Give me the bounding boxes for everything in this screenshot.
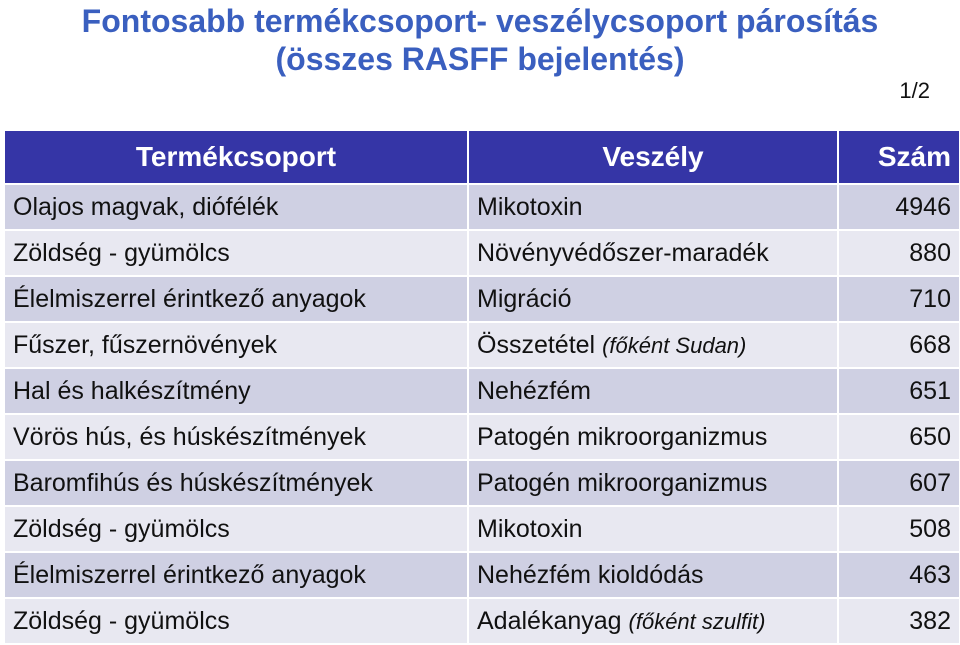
cell-product: Zöldség - gyümölcs — [4, 598, 468, 644]
header-count: Szám — [838, 130, 960, 184]
table-row — [4, 230, 960, 276]
hazard-table — [3, 129, 960, 645]
cell-count: 463 — [838, 552, 960, 598]
cell-count: 382 — [838, 598, 960, 644]
cell-count: 508 — [838, 506, 960, 552]
page-title — [0, 2, 960, 78]
header-product-group: Termékcsoport — [4, 130, 468, 184]
hazard-text: Patogén mikroorganizmus — [477, 468, 768, 497]
cell-product: Élelmiszerrel érintkező anyagok — [4, 276, 468, 322]
hazard-text: Mikotoxin — [477, 192, 583, 221]
hazard-text: Nehézfém kioldódás — [477, 560, 704, 589]
page-indicator: 1/2 — [899, 78, 930, 103]
cell-hazard — [468, 184, 838, 230]
cell-count: 4946 — [838, 184, 960, 230]
cell-product: Fűszer, fűszernövények — [4, 322, 468, 368]
table-row — [4, 460, 960, 506]
cell-count: 710 — [838, 276, 960, 322]
cell-hazard — [468, 460, 838, 506]
header-hazard: Veszély — [468, 130, 838, 184]
table-header-row — [4, 130, 960, 184]
cell-count: 880 — [838, 230, 960, 276]
hazard-note: (főként szulfit) — [628, 608, 766, 634]
hazard-text: Nehézfém — [477, 376, 591, 405]
cell-count: 607 — [838, 460, 960, 506]
hazard-text: Összetétel — [477, 330, 596, 359]
cell-count: 651 — [838, 368, 960, 414]
hazard-text: Migráció — [477, 284, 572, 313]
cell-count: 650 — [838, 414, 960, 460]
cell-product: Baromfihús és húskészítmények — [4, 460, 468, 506]
cell-count: 668 — [838, 322, 960, 368]
table-row — [4, 414, 960, 460]
cell-product: Vörös hús, és húskészítmények — [4, 414, 468, 460]
title-line-2: (összes RASFF bejelentés) — [275, 41, 685, 77]
cell-hazard — [468, 598, 838, 644]
table-row — [4, 322, 960, 368]
hazard-text: Mikotoxin — [477, 514, 583, 543]
title-line-1: Fontosabb termékcsoport- veszélycsoport párosítás — [81, 3, 879, 39]
cell-hazard — [468, 552, 838, 598]
hazard-text: Patogén mikroorganizmus — [477, 422, 768, 451]
table-row — [4, 598, 960, 644]
cell-product: Olajos magvak, diófélék — [4, 184, 468, 230]
table-row — [4, 506, 960, 552]
cell-hazard — [468, 230, 838, 276]
cell-hazard — [468, 414, 838, 460]
cell-product: Hal és halkészítmény — [4, 368, 468, 414]
cell-product: Zöldség - gyümölcs — [4, 506, 468, 552]
cell-product: Zöldség - gyümölcs — [4, 230, 468, 276]
hazard-text: Növényvédőszer-maradék — [477, 238, 769, 267]
hazard-note: (főként Sudan) — [602, 332, 747, 358]
hazard-text: Adalékanyag — [477, 606, 622, 635]
cell-hazard — [468, 276, 838, 322]
cell-product: Élelmiszerrel érintkező anyagok — [4, 552, 468, 598]
table-row — [4, 276, 960, 322]
cell-hazard — [468, 368, 838, 414]
table-row — [4, 184, 960, 230]
table-row — [4, 368, 960, 414]
cell-hazard — [468, 506, 838, 552]
cell-hazard — [468, 322, 838, 368]
table-row — [4, 552, 960, 598]
